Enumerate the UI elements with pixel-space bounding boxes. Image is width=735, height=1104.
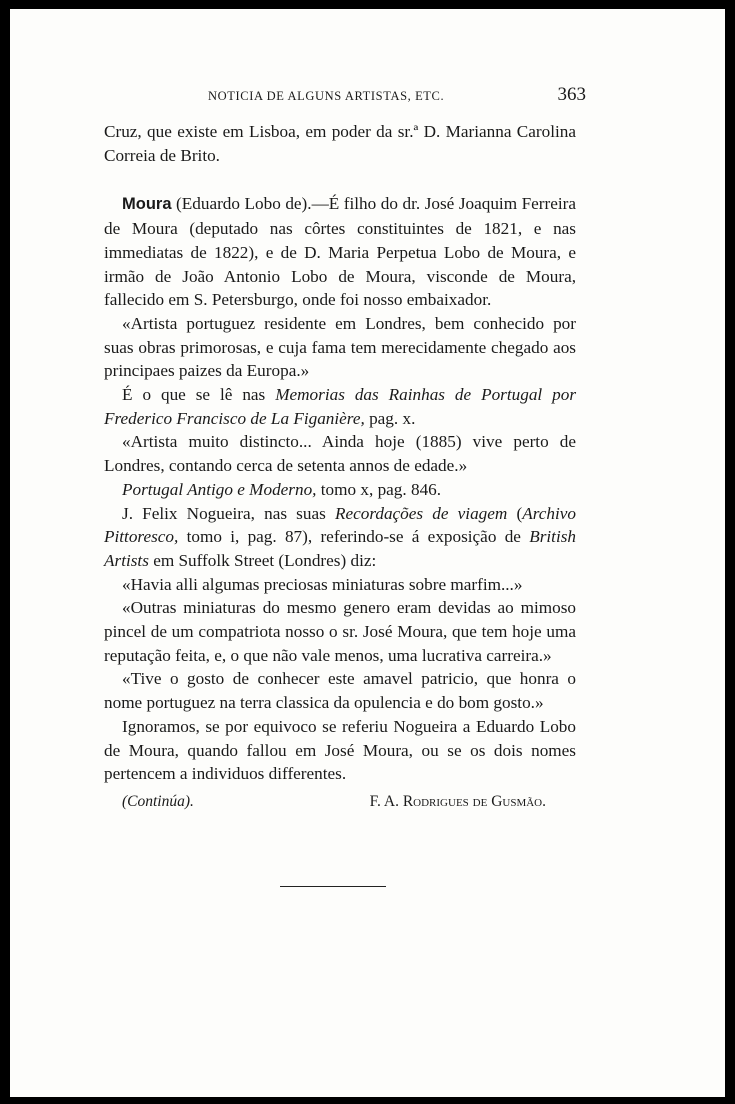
book-title-portugal-antigo: Portugal Antigo e Moderno, [122, 479, 317, 499]
paragraph-nogueira: J. Felix Nogueira, nas suas Recordações de viagem (Archivo Pittoresco, tomo i, pag. 87), referindo-se á exposição de British Artists em Suffolk Street (Londres) diz: [104, 503, 576, 570]
scan-border-right [725, 0, 735, 1104]
quote-artista-distincto: «Artista muito distincto... Ainda hoje (1885) vive perto de Londres, contando cerca de setenta annos de edade.» [104, 432, 576, 476]
paragraph-portugal-antigo: Portugal Antigo e Moderno, tomo x, pag. 846. [122, 479, 442, 499]
page-number: 363 [557, 84, 586, 105]
page-body [104, 120, 576, 814]
paragraph-cruz: Cruz, que existe em Lisboa, em poder da sr.ª D. Marianna Carolina Correia de Brito. [104, 122, 576, 165]
running-head: NOTICIA DE ALGUNS ARTISTAS, ETC. [208, 89, 445, 103]
continua-note: (Continúa). [122, 792, 194, 810]
book-title-archivo: Archivo Pittoresco, [104, 503, 576, 547]
end-rule [280, 886, 386, 887]
paragraph-memorias: É o que se lê nas Memorias das Rainhas de Portugal por Frederico Francisco de La Figanière, pag. x. [104, 385, 577, 428]
entry-name: Moura [122, 195, 172, 214]
scan-border-bottom [0, 1097, 735, 1104]
entry-text: (Eduardo Lobo de).—É filho do dr. José Joaquim Ferreira de Moura (deputado nas côrtes constituintes de 1821, e nas immediatas de 1822), e de D. Maria Perpetua Lobo de Moura, e irmão de João Antonio Lobo de Moura, visconde de Moura, fallecido em S. Petersburgo, onde foi nosso embaixador. [104, 194, 576, 310]
page-header [104, 84, 586, 108]
paragraph-ignoramos: Ignoramos, se por equivoco se referiu Nogueira a Eduardo Lobo de Moura, quando fallou em José Moura, ou se os dois nomes pertencem a individuos differentes. [104, 716, 576, 784]
quote-artista-portuguez: «Artista portuguez residente em Londres, bem conhecido por suas obras primorosas, e cuja fama tem merecidamente chegado aos principaes paizes da Europa.» [104, 313, 576, 381]
scan-border-left [0, 0, 10, 1104]
exhibition-name: British Artists [104, 527, 576, 570]
author-signature: F. A. Rodrigues de Gusmão. [369, 792, 546, 810]
book-title-recordacoes: Recordações de viagem [334, 503, 508, 523]
quote-outras-miniaturas: «Outras miniaturas do mesmo genero eram devidas ao mimoso pincel de um compatriota nosso o sr. José Moura, que tem hoje uma reputação feita, e, o que não vale menos, uma lucrativa carreira.» [104, 598, 576, 665]
signature-line [104, 790, 576, 814]
quote-havia: «Havia alli algumas preciosas miniaturas sobre marfim...» [122, 574, 523, 594]
quote-tive-o-gosto: «Tive o gosto de conhecer este amavel patricio, que honra o nome portuguez na terra classica da opulencia e do bom gosto.» [104, 669, 576, 713]
paragraph-moura-entry [104, 192, 576, 312]
book-title-memorias: Memorias das Rainhas de Portugal por Frederico Francisco de La Figanière, [104, 385, 577, 428]
scan-border-top [0, 0, 735, 9]
